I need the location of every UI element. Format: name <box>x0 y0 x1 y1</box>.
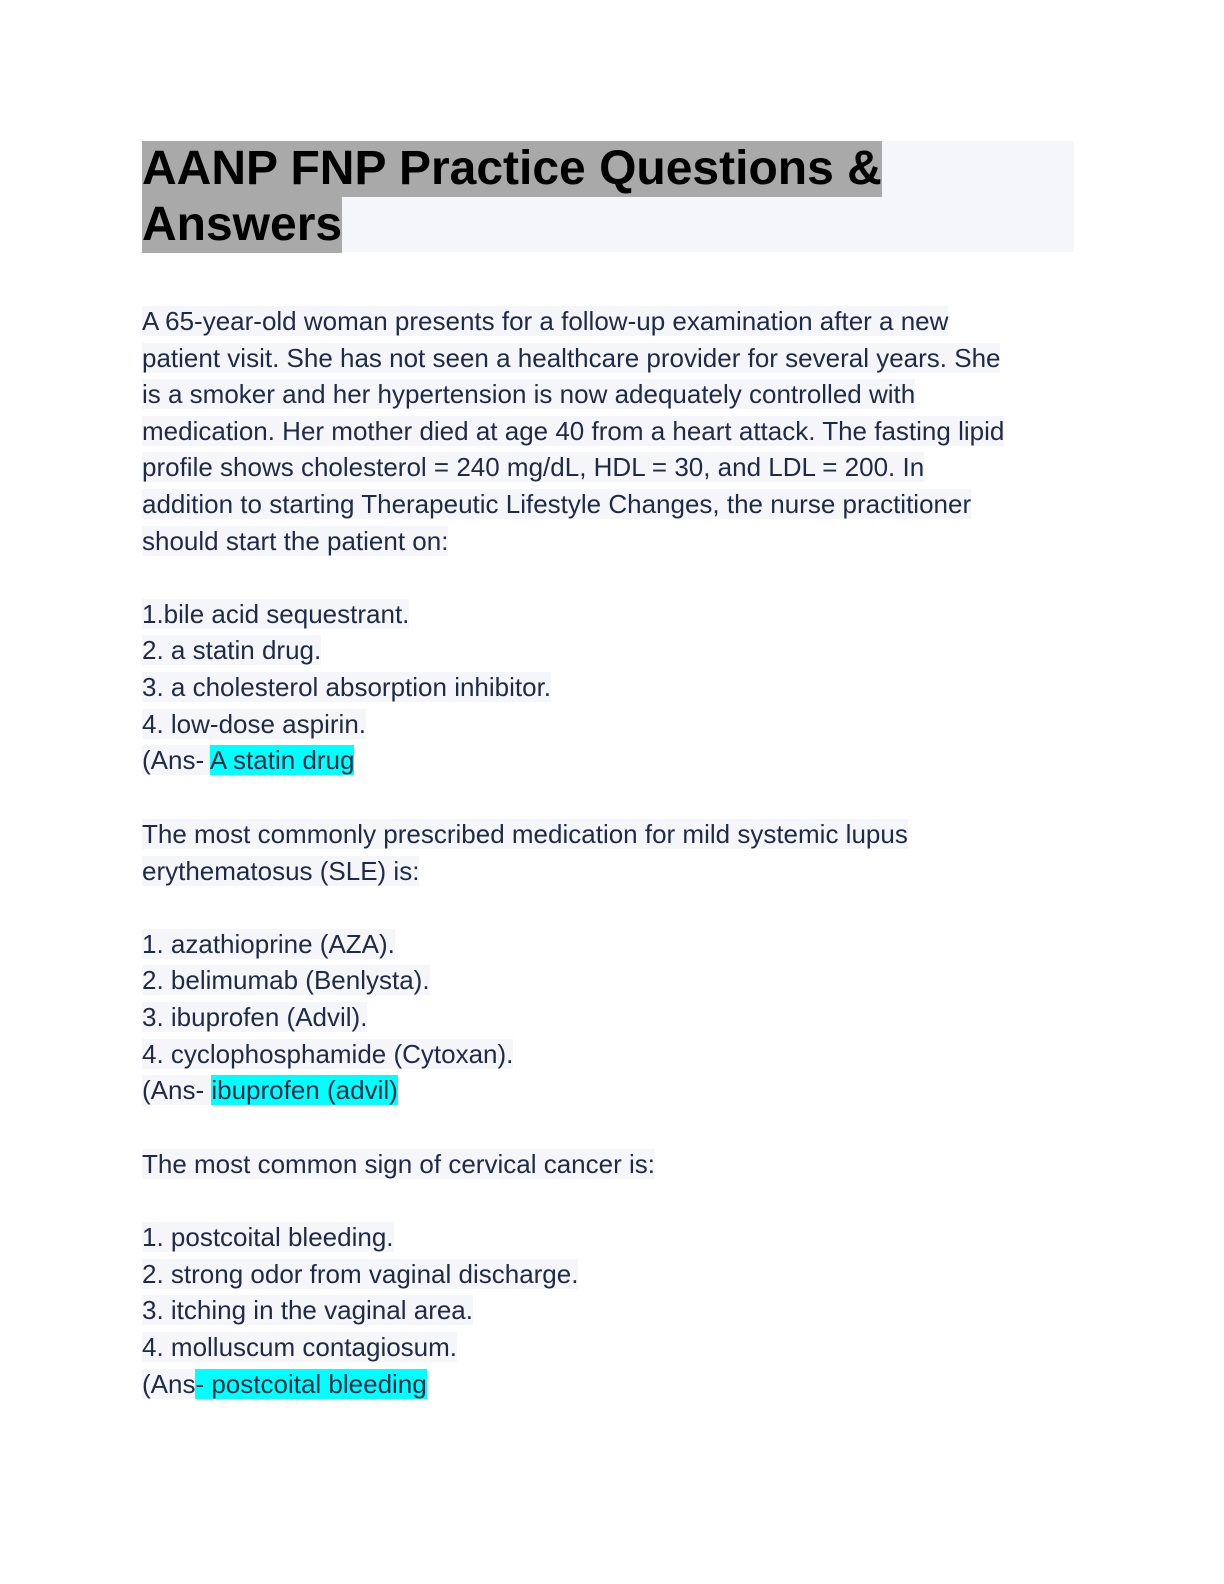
question-2 <box>142 816 908 1109</box>
answer-line <box>142 1072 908 1109</box>
question-3 <box>142 1146 655 1402</box>
answer-option: 4. cyclophosphamide (Cytoxan). <box>142 1038 514 1069</box>
answer-option: 2. belimumab (Benlysta). <box>142 965 430 996</box>
question-stem-line: erythematosus (SLE) is: <box>142 855 420 886</box>
answer-option: 4. low-dose aspirin. <box>142 708 366 739</box>
question-stem-line: The most common sign of cervical cancer is: <box>142 1149 655 1179</box>
title-block <box>142 141 1074 252</box>
question-stem-line: medication. Her mother died at age 40 from a heart attack. The fasting lipid <box>142 415 1005 446</box>
answer-option: 1. azathioprine (AZA). <box>142 928 395 959</box>
answer-option: 4. molluscum contagiosum. <box>142 1331 458 1362</box>
correct-answer: ibuprofen (advil) <box>211 1075 398 1106</box>
question-stem-line: addition to starting Therapeutic Lifestyle Changes, the nurse practitioner <box>142 488 972 519</box>
question-stem-line: should start the patient on: <box>142 525 449 556</box>
answer-prefix: (Ans- <box>142 1075 212 1106</box>
page-title-line-2: Answers <box>142 198 343 251</box>
question-stem-line: patient visit. She has not seen a healthcare provider for several years. She <box>142 342 1001 373</box>
answer-option: 2. a statin drug. <box>142 635 322 666</box>
page-title-line-1: AANP FNP Practice Questions & <box>142 142 882 195</box>
answer-option: 2. strong odor from vaginal discharge. <box>142 1258 579 1289</box>
answer-prefix: (Ans- <box>142 745 210 776</box>
answer-line <box>142 742 1004 779</box>
answer-option: 1. postcoital bleeding. <box>142 1222 394 1253</box>
correct-answer: - postcoital bleeding <box>195 1368 427 1399</box>
answer-option: 3. a cholesterol absorption inhibitor. <box>142 671 552 702</box>
answer-prefix: (Ans <box>142 1368 196 1399</box>
question-1 <box>142 303 1004 779</box>
question-stem-line: is a smoker and her hypertension is now adequately controlled with <box>142 379 916 410</box>
answer-option: 3. itching in the vaginal area. <box>142 1295 473 1326</box>
answer-option: 3. ibuprofen (Advil). <box>142 1001 368 1032</box>
question-stem-line: A 65-year-old woman presents for a follow-up examination after a new <box>142 306 949 336</box>
answer-line <box>142 1366 655 1403</box>
question-stem-line: The most commonly prescribed medication for mild systemic lupus <box>142 819 908 849</box>
correct-answer: A statin drug <box>209 745 355 776</box>
answer-option: 1.bile acid sequestrant. <box>142 598 410 629</box>
question-stem-line: profile shows cholesterol = 240 mg/dL, HDL = 30, and LDL = 200. In <box>142 452 925 483</box>
